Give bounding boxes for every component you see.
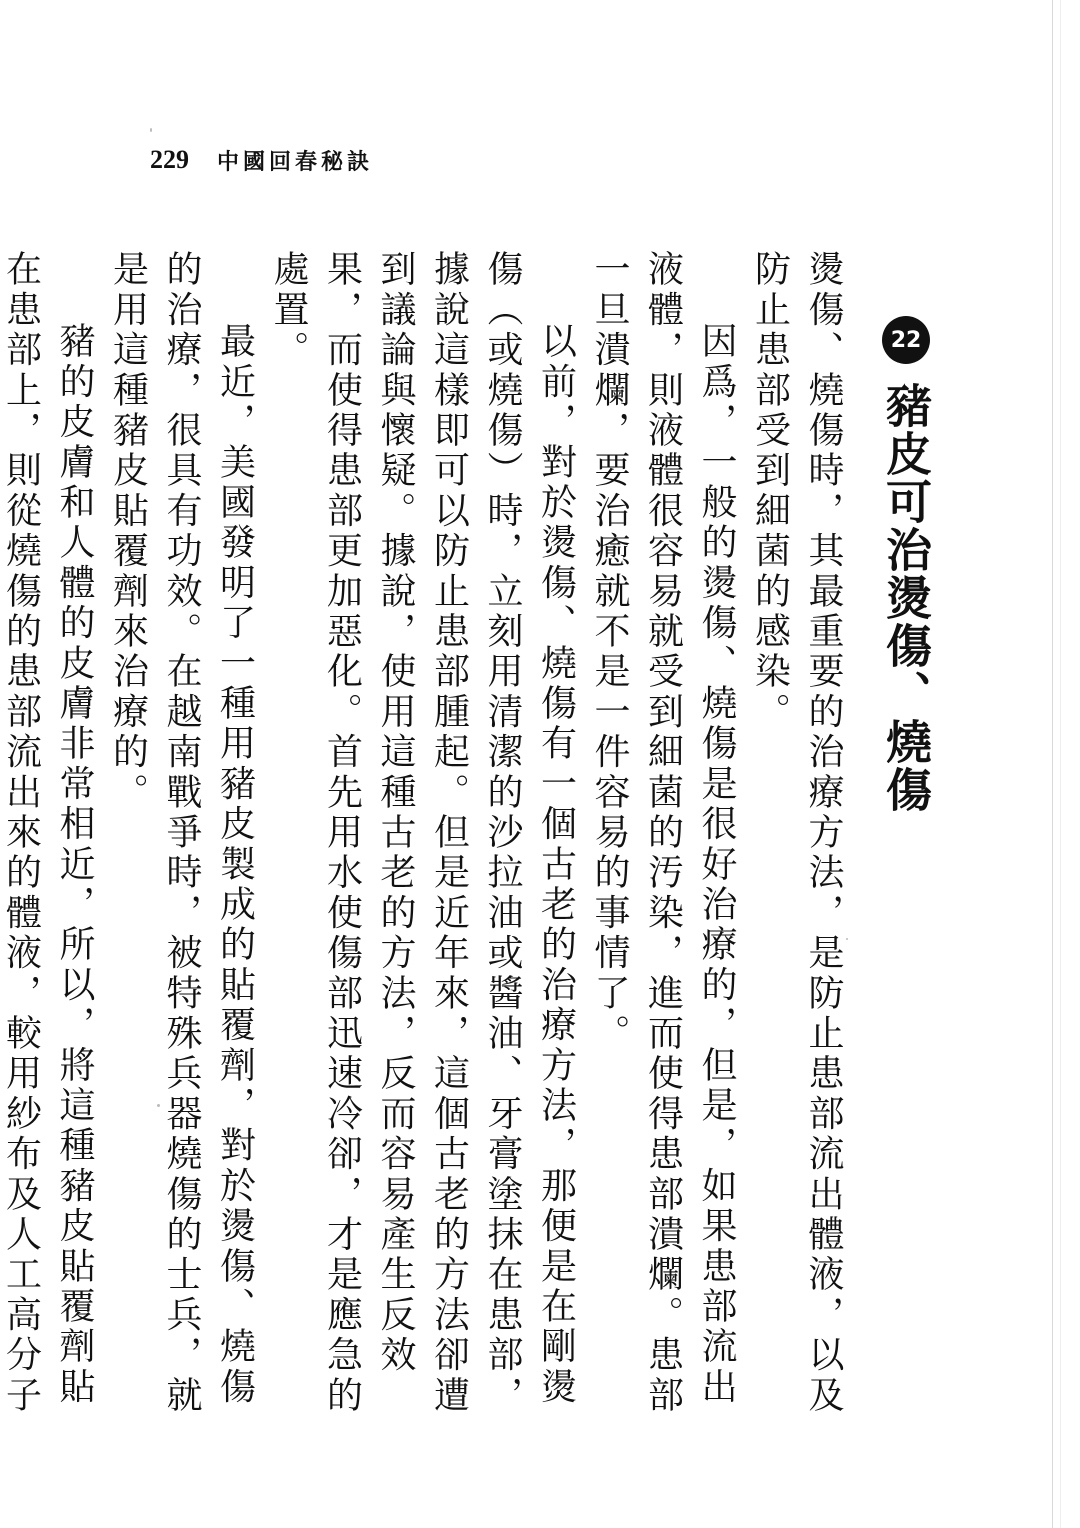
paragraph: 因爲，一般的燙傷、燒傷是很好治療的，但是，如果患部流出液體，則液體很容易就受到細菌的汚染，進而使得患部潰爛。患部一旦潰爛，要治癒就不是一件容易的事情了。	[589, 250, 737, 1416]
chapter-heading	[876, 316, 936, 816]
paragraph: 以前，對於燙傷、燒傷有一個古老的治療方法，那便是在剛燙傷（或燒傷）時，立刻用清潔的沙拉油或醬油、牙膏塗抹在患部，據說這樣即可以防止患部腫起。但是近年來，這個古老的方法卻遭到議論與懷疑。據說，使用這種古老的方法，反而容易產生反效果，而使得患部更加惡化。首先用水使傷部迅速冷卻，才是應急的處置。	[268, 250, 577, 1416]
paragraph: 豬的皮膚和人體的皮膚非常相近，所以，將這種豬皮貼覆劑貼在患部上，則從燒傷的患部流出來的體液，較用紗布及人工高分子	[0, 250, 95, 1416]
book-title: 中國回春秘訣	[217, 149, 374, 175]
scan-speck	[846, 938, 848, 940]
paragraph: 燙傷、燒傷時，其最重要的治療方法，是防止患部流出體液，以及防止患部受到細菌的感染。	[749, 250, 844, 1416]
scan-speck	[150, 128, 152, 132]
paragraph: 最近，美國發明了一種用豬皮製成的貼覆劑，對於燙傷、燒傷的治療，很具有功效。在越南戰爭時，被特殊兵器燒傷的士兵，就是用這種豬皮貼覆劑來治療的。	[107, 250, 256, 1416]
page-number: 229	[150, 145, 189, 174]
page-edge-line	[1052, 0, 1053, 1528]
chapter-number-badge: 22	[882, 316, 930, 364]
chapter-title: 豬皮可治燙傷、燒傷	[879, 382, 933, 814]
running-header	[150, 140, 373, 180]
body-text	[0, 250, 850, 1430]
page-edge-line-secondary	[1060, 0, 1061, 1528]
scan-speck	[157, 1104, 160, 1107]
